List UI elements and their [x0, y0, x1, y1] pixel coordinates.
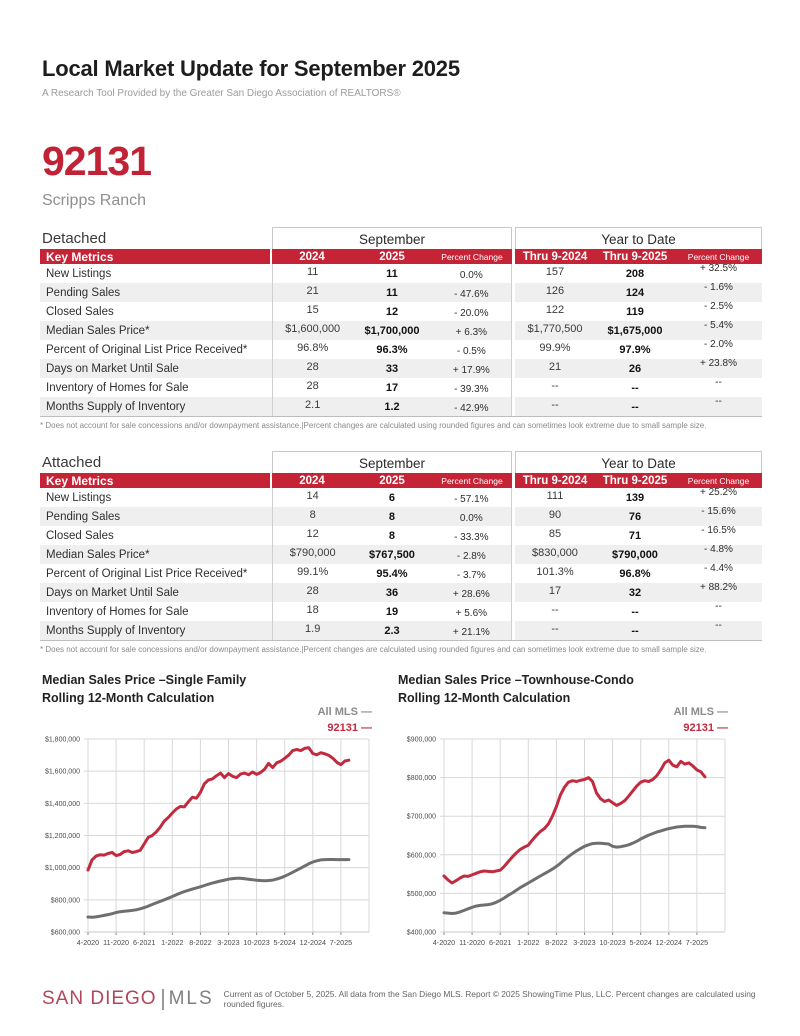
cell: + 32.5% [700, 263, 737, 274]
chart-legend [674, 704, 728, 736]
svg-text:7-2025: 7-2025 [329, 938, 353, 947]
svg-text:11-2020: 11-2020 [459, 938, 486, 947]
cell: - 0.5% [456, 346, 486, 357]
cell: - 3.7% [456, 570, 486, 581]
legend-all-mls: All MLS — [673, 706, 728, 718]
column-header-row [40, 249, 762, 264]
cell: 2.3 [384, 624, 400, 637]
cell: 12 [385, 305, 399, 318]
cell: -- [551, 622, 559, 635]
logo-san-diego: SAN DIEGO [42, 988, 157, 1009]
col-header-thru-2025: Thru 9-2025 [602, 474, 668, 487]
svg-text:$1,000,000: $1,000,000 [44, 865, 80, 873]
table-row [40, 583, 762, 602]
cell: -- [715, 377, 722, 388]
cell: + 21.1% [452, 627, 490, 638]
cell: $790,000 [289, 546, 336, 559]
cell: Inventory of Homes for Sale [46, 381, 189, 394]
cell: 101.3% [536, 565, 574, 578]
cell: 1.2 [384, 400, 400, 413]
cell: $1,770,500 [527, 322, 583, 335]
svg-text:1-2022: 1-2022 [517, 938, 540, 947]
cell: Median Sales Price* [46, 548, 150, 561]
svg-text:$1,400,000: $1,400,000 [44, 800, 80, 808]
area-name: Scripps Ranch [42, 192, 147, 209]
cell: - 2.8% [456, 551, 486, 562]
cell: - 57.1% [454, 494, 489, 505]
cell: 21 [548, 360, 562, 373]
table-row [40, 397, 762, 416]
cell: 19 [385, 605, 399, 618]
cell: 119 [626, 305, 644, 318]
page-subtitle: A Research Tool Provided by the Greater San Diego Association of REALTORS® [42, 88, 401, 99]
svg-text:$800,000: $800,000 [50, 897, 80, 905]
cell: - 33.3% [454, 532, 489, 543]
cell: 17 [548, 584, 562, 597]
col-header-2024: 2024 [299, 250, 325, 263]
group-header-row [40, 227, 762, 249]
legend-all-mls: All MLS — [317, 706, 372, 718]
svg-text:$600,000: $600,000 [406, 852, 436, 860]
table-row [40, 545, 762, 564]
table-row [40, 283, 762, 302]
page-title: Local Market Update for September 2025 [42, 56, 460, 81]
cell: - 5.4% [704, 320, 733, 331]
table-row [40, 621, 762, 640]
cell: 99.9% [539, 341, 571, 354]
cell: 157 [545, 265, 565, 278]
svg-text:4-2020: 4-2020 [432, 938, 456, 947]
svg-text:$700,000: $700,000 [406, 813, 436, 821]
chart-single-family [42, 672, 374, 947]
cell: -- [715, 601, 722, 612]
table-row [40, 564, 762, 583]
cell: - 4.4% [704, 563, 733, 574]
san-diego-mls-logo [42, 988, 214, 1010]
cell: -- [631, 381, 639, 394]
cell: -- [631, 400, 639, 413]
cell: 8 [309, 508, 316, 521]
cell: - 16.5% [701, 525, 736, 536]
logo-mls: MLS [168, 988, 214, 1009]
cell: + 88.2% [700, 582, 737, 593]
cell: $790,000 [612, 548, 658, 561]
svg-text:$800,000: $800,000 [406, 775, 436, 783]
cell: 6 [388, 491, 396, 504]
cell: $767,500 [369, 548, 415, 561]
year-to-date-group-header: Year to Date [515, 451, 762, 473]
table-row [40, 321, 762, 340]
key-metrics-header: Key Metrics [40, 249, 270, 264]
townhouse-condo-line-chart [398, 734, 730, 950]
svg-text:8-2022: 8-2022 [545, 938, 568, 947]
cell: $1,600,000 [285, 322, 341, 335]
col-header-pct-change-ytd: Percent Change [687, 251, 750, 262]
cell: 2.1 [305, 398, 321, 411]
col-header-2025: 2025 [379, 250, 405, 263]
cell: 95.4% [376, 567, 408, 580]
cell: Pending Sales [46, 510, 121, 523]
cell: 90 [548, 508, 562, 521]
col-header-thru-2024: Thru 9-2024 [522, 474, 588, 487]
cell: -- [631, 605, 639, 618]
chart-legend [318, 704, 372, 736]
chart-title [42, 672, 374, 707]
col-header-thru-2025: Thru 9-2025 [602, 250, 668, 263]
group-header-row [40, 451, 762, 473]
cell: 76 [628, 510, 642, 523]
col-header-pct-change: Percent Change [441, 251, 503, 262]
cell: 97.9% [619, 343, 651, 356]
svg-text:12-2024: 12-2024 [655, 938, 682, 947]
svg-text:6-2021: 6-2021 [489, 938, 512, 947]
cell: Percent of Original List Price Received* [46, 567, 248, 580]
svg-text:$500,000: $500,000 [406, 890, 436, 898]
table-row [40, 378, 762, 397]
svg-text:5-2024: 5-2024 [273, 938, 296, 947]
cell: -- [715, 620, 722, 631]
cell: 14 [306, 489, 319, 502]
cell: 36 [385, 586, 399, 599]
cell: 126 [545, 284, 565, 297]
cell: 26 [628, 362, 642, 375]
cell: $1,700,000 [364, 324, 420, 337]
cell: - 15.6% [701, 506, 736, 517]
logo-divider [162, 989, 164, 1010]
cell: Months Supply of Inventory [46, 624, 186, 637]
svg-text:$1,200,000: $1,200,000 [44, 833, 80, 840]
cell: 32 [628, 586, 642, 599]
cell: 28 [306, 584, 319, 597]
cell: + 5.6% [455, 608, 488, 619]
cell: + 17.9% [452, 365, 490, 376]
table-body [40, 488, 762, 641]
cell: -- [551, 603, 559, 616]
chart-townhouse-condo [398, 672, 730, 947]
svg-text:6-2021: 6-2021 [133, 938, 156, 947]
svg-text:7-2025: 7-2025 [685, 938, 709, 947]
svg-text:$600,000: $600,000 [50, 929, 80, 937]
table-row [40, 526, 762, 545]
cell: $830,000 [532, 546, 578, 559]
svg-text:3-2023: 3-2023 [573, 938, 596, 947]
cell: 96.8% [619, 567, 651, 580]
cell: 139 [625, 491, 645, 504]
chart-title-line2: Rolling 12-Month Calculation [42, 690, 215, 705]
cell: -- [551, 398, 559, 411]
cell: 11 [386, 286, 398, 299]
cell: Days on Market Until Sale [46, 586, 179, 599]
svg-text:1-2022: 1-2022 [161, 938, 184, 947]
cell: 33 [385, 362, 399, 375]
cell: 18 [306, 603, 319, 616]
cell: 208 [625, 267, 645, 280]
col-header-2024: 2024 [299, 474, 325, 487]
cell: 28 [306, 379, 319, 392]
svg-text:10-2023: 10-2023 [243, 938, 270, 947]
september-group-header: September [272, 451, 512, 473]
cell: New Listings [46, 491, 112, 504]
svg-text:12-2024: 12-2024 [299, 938, 326, 947]
col-header-pct-change: Percent Change [441, 475, 503, 486]
cell: 0.0% [459, 270, 483, 281]
chart-title-line1: Median Sales Price –Townhouse-Condo [398, 673, 634, 687]
attached-table [40, 451, 762, 654]
svg-text:11-2020: 11-2020 [103, 938, 130, 947]
cell: 21 [306, 284, 319, 297]
cell: Inventory of Homes for Sale [46, 605, 189, 618]
cell: - 39.3% [454, 384, 489, 395]
cell: 122 [545, 303, 565, 316]
legend-92131: 92131 — [327, 722, 372, 734]
cell: 8 [388, 510, 396, 523]
svg-text:10-2023: 10-2023 [599, 938, 626, 947]
footer-disclaimer: Current as of October 5, 2025. All data from the San Diego MLS. Report © 2025 ShowingTime Plus, LLC. Percent changes are calculated using rounded figures. [223, 989, 756, 1009]
col-header-2025: 2025 [379, 474, 405, 487]
cell: + 23.8% [700, 358, 737, 369]
cell: 11 [386, 267, 398, 280]
column-header-row [40, 473, 762, 488]
cell: + 6.3% [455, 327, 488, 338]
cell: Closed Sales [46, 305, 114, 318]
cell: 17 [385, 381, 399, 394]
cell: - 47.6% [454, 289, 489, 300]
zip-code: 92131 [42, 138, 152, 184]
cell: 11 [306, 265, 319, 278]
chart-title-line2: Rolling 12-Month Calculation [398, 690, 571, 705]
cell: 96.8% [297, 341, 329, 354]
september-group-header: September [272, 227, 512, 249]
detached-table [40, 227, 762, 430]
cell: Median Sales Price* [46, 324, 150, 337]
cell: 12 [306, 527, 319, 540]
svg-text:$400,000: $400,000 [406, 929, 436, 937]
cell: + 28.6% [452, 589, 490, 600]
table-row [40, 602, 762, 621]
cell: - 20.0% [454, 308, 489, 319]
svg-text:$1,600,000: $1,600,000 [44, 768, 80, 776]
cell: - 1.6% [704, 282, 733, 293]
cell: 96.3% [376, 343, 408, 356]
table-footnote: * Does not account for sale concessions and/or downpayment assistance.|Percent changes are calculated using rounded figures and can sometimes look extreme due to small sample size. [40, 421, 707, 430]
cell: 15 [306, 303, 319, 316]
section-title-detached: Detached [42, 229, 107, 247]
table-footnote: * Does not account for sale concessions and/or downpayment assistance.|Percent changes are calculated using rounded figures and can sometimes look extreme due to small sample size. [40, 645, 707, 654]
cell: + 25.2% [700, 487, 737, 498]
cell: - 2.0% [704, 339, 733, 350]
cell: New Listings [46, 267, 112, 280]
col-header-pct-change-ytd: Percent Change [687, 475, 750, 486]
cell: $1,675,000 [607, 324, 663, 337]
svg-text:3-2023: 3-2023 [217, 938, 240, 947]
svg-text:8-2022: 8-2022 [189, 938, 212, 947]
page-footer [42, 988, 764, 1010]
svg-text:5-2024: 5-2024 [629, 938, 652, 947]
cell: -- [551, 379, 559, 392]
key-metrics-header: Key Metrics [40, 473, 270, 488]
cell: Pending Sales [46, 286, 121, 299]
cell: 8 [388, 529, 396, 542]
table-row [40, 507, 762, 526]
svg-text:$1,800,000: $1,800,000 [44, 736, 80, 744]
cell: 111 [546, 489, 564, 502]
cell: - 42.9% [454, 403, 489, 414]
cell: 71 [628, 529, 642, 542]
chart-title-line1: Median Sales Price –Single Family [42, 673, 247, 687]
cell: 124 [625, 286, 645, 299]
table-row [40, 264, 762, 283]
cell: Days on Market Until Sale [46, 362, 179, 375]
cell: - 2.5% [704, 301, 733, 312]
cell: 1.9 [305, 622, 321, 635]
section-title-attached: Attached [42, 453, 102, 471]
table-row [40, 488, 762, 507]
table-body [40, 264, 762, 417]
svg-text:$900,000: $900,000 [406, 736, 436, 744]
cell: 28 [306, 360, 319, 373]
chart-title [398, 672, 730, 707]
cell: - 4.8% [704, 544, 733, 555]
col-header-thru-2024: Thru 9-2024 [522, 250, 588, 263]
table-row [40, 359, 762, 378]
cell: Closed Sales [46, 529, 114, 542]
table-row [40, 340, 762, 359]
cell: -- [715, 396, 722, 407]
svg-text:4-2020: 4-2020 [76, 938, 100, 947]
cell: 99.1% [297, 565, 329, 578]
single-family-line-chart [42, 734, 374, 950]
cell: -- [631, 624, 639, 637]
cell: 85 [548, 527, 562, 540]
table-row [40, 302, 762, 321]
legend-92131: 92131 — [683, 722, 728, 734]
year-to-date-group-header: Year to Date [515, 227, 762, 249]
cell: Months Supply of Inventory [46, 400, 186, 413]
cell: Percent of Original List Price Received* [46, 343, 248, 356]
cell: 0.0% [459, 513, 483, 524]
